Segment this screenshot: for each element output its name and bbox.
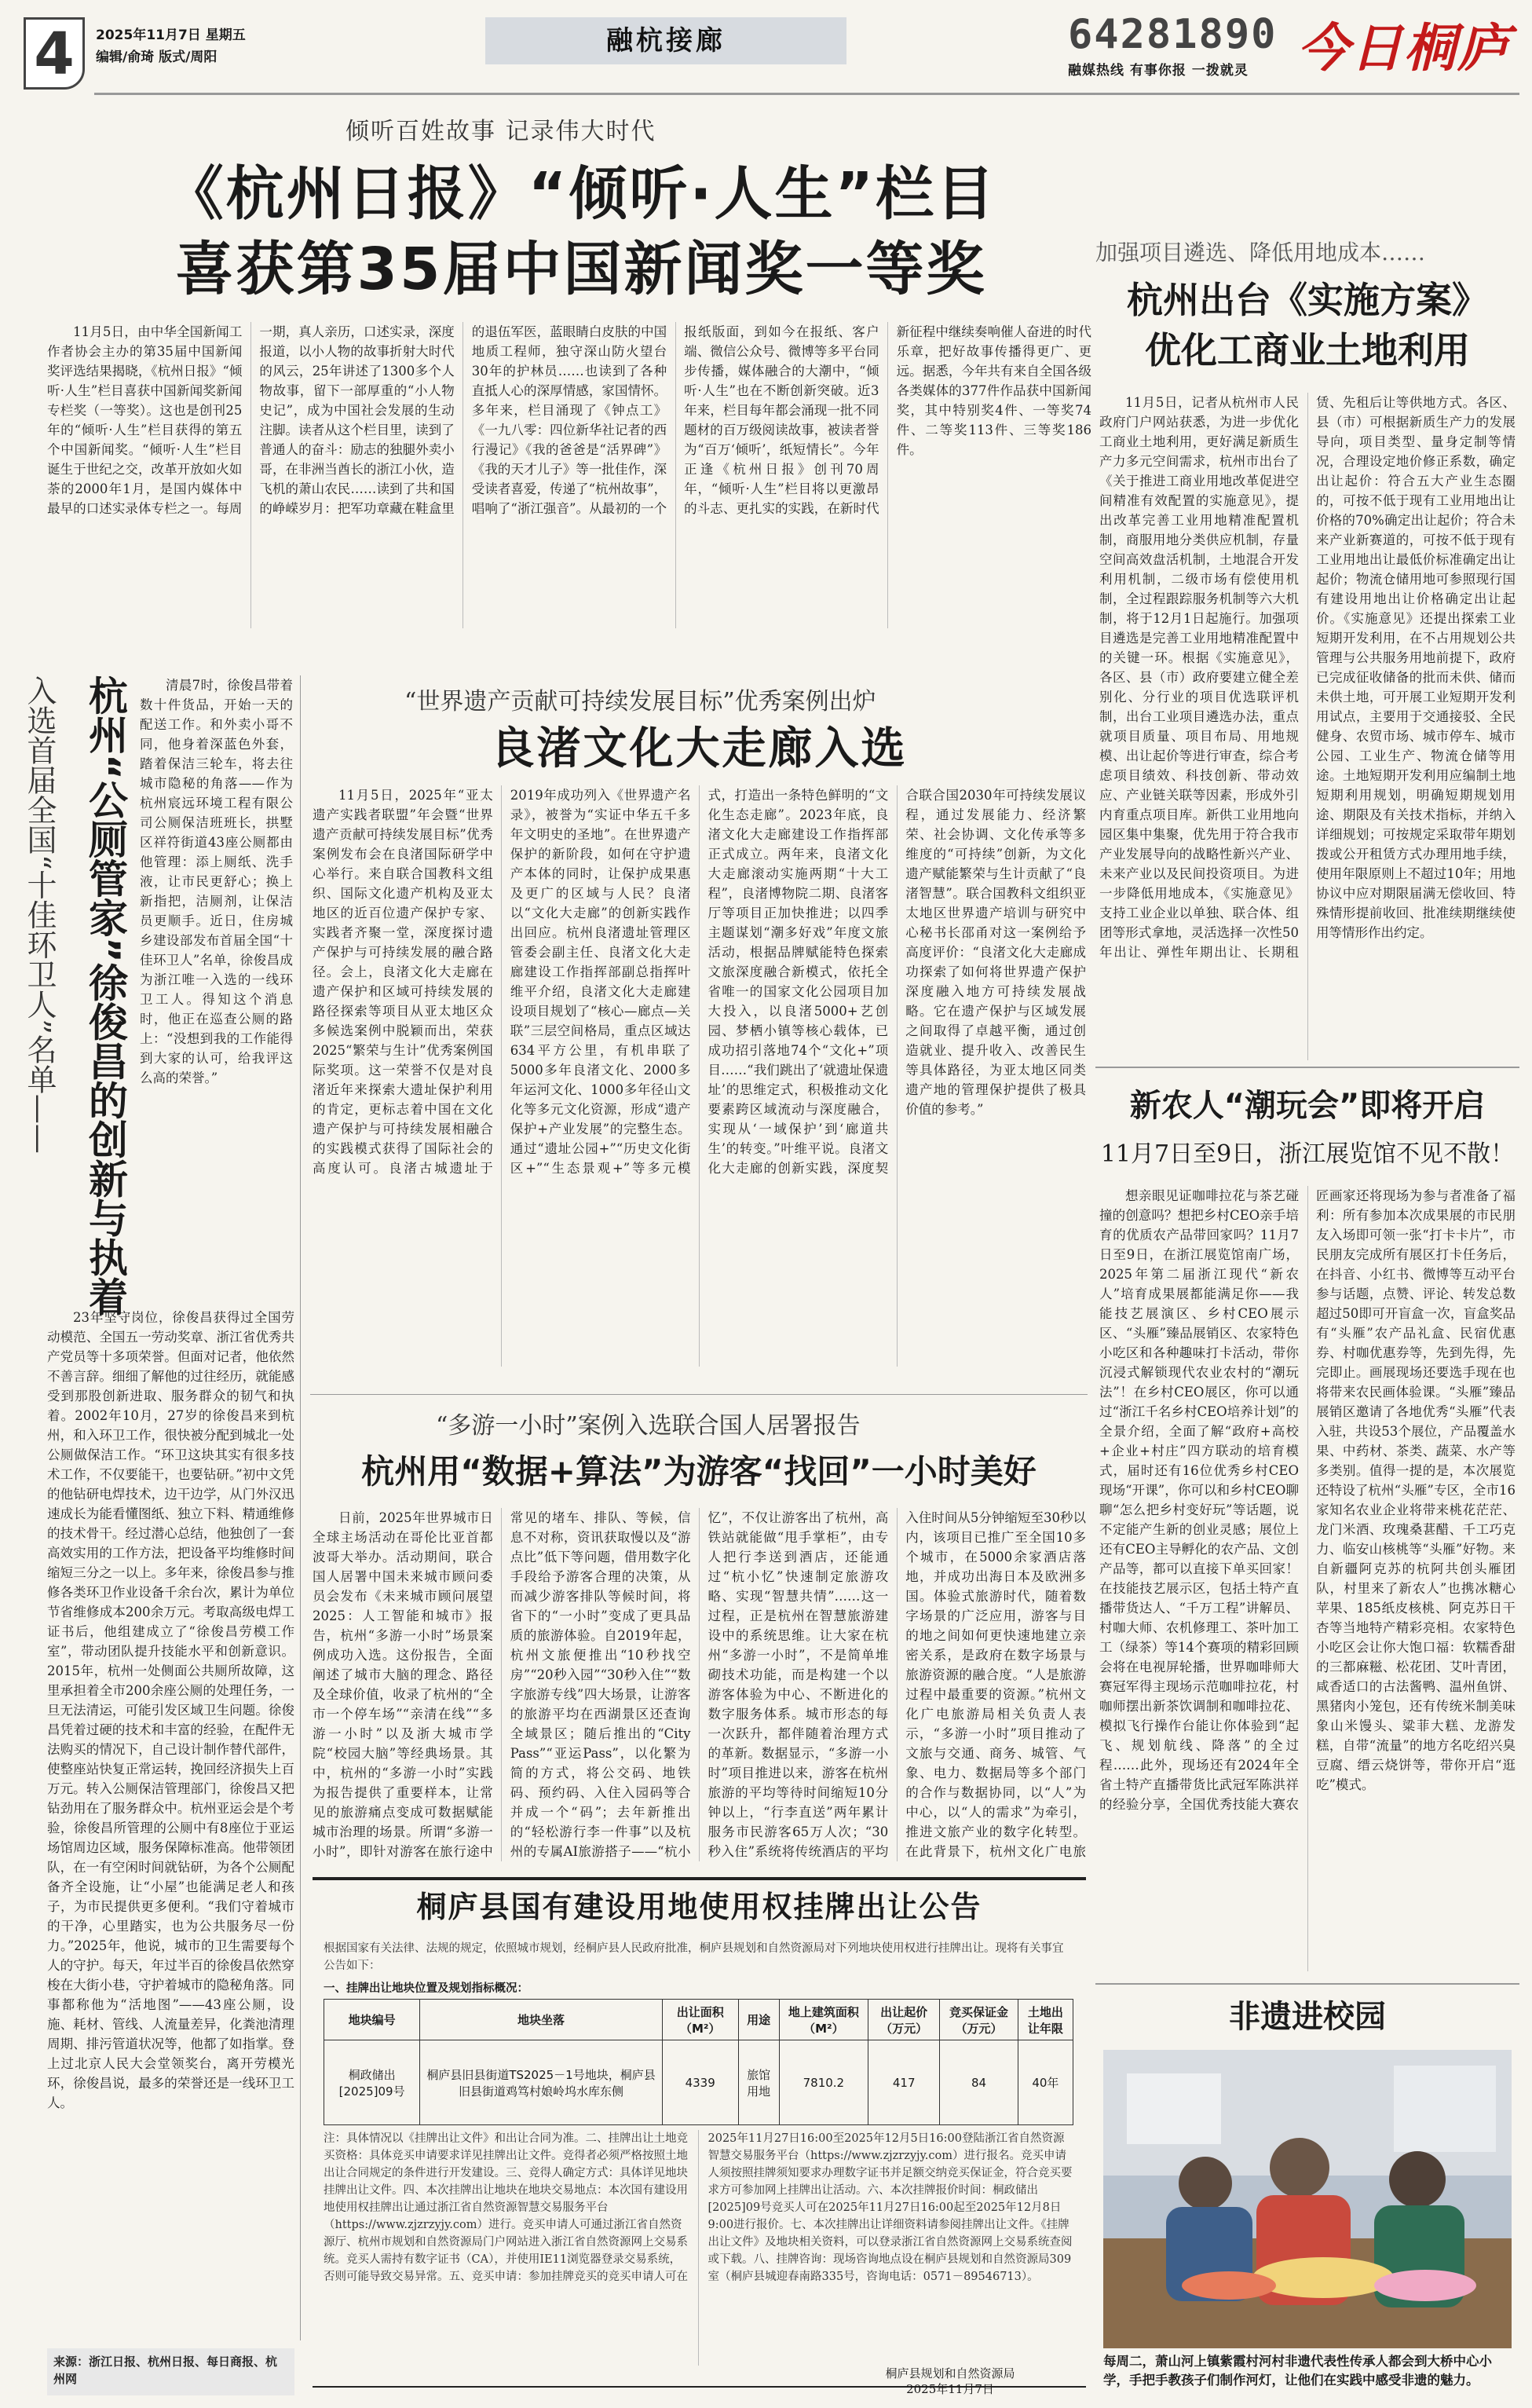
- table-cell: 旅馆用地: [738, 2040, 779, 2125]
- land-notice-signature: [825, 2366, 1076, 2397]
- table-header-cell: 地上建筑面积（M²）: [779, 2000, 868, 2040]
- land-notice-title: 桐庐县国有建设用地使用权挂牌出让公告: [416, 1890, 982, 1924]
- liangzhu-article-body: 11月5日，2025年“亚太遗产实践者联盟”年会暨“世界遗产贡献可持续发展目标”优秀案例发布会在良渚国际研学中心举行。来自联合国教科文组织、国际文化遗产机构及亚太地区的近百位遗产保护专家、实践者齐聚一堂，深度探讨遗产保护与可持续发展的融合路径。会上，良渚文化大走廊在遗产保护和区域可持续发展的路径探索等项目从亚太地区众多候选案例中脱颖而出，荣获2025“繁荣与生计”优秀案例国际奖项。这一荣誉不仅是对良渚近年来探索大遗址保护利用的肯定，更标志着中国在文化遗产保护与可持续发展相融合的实践模式获得了国际社会的高度认可。良渚古城遗址于2019年成功列入《世界遗产名录》，被誉为“实证中华五千多年文明史的圣地”。在世界遗产保护的新阶段，如何在守护遗产本体的同时，让保护成果惠及更广的区域与人民？良渚以“文化大走廊”的创新实践作出回应。杭州良渚遗址管理区管委会副主任、良渚文化大走廊建设工作指挥部副总指挥叶维平介绍，良渚文化大走廊建设项目规划了“核心—廊点—关联”三层空间格局，重点区域达634平方公里，有机串联了5000多年良渚文化、2000多年运河文化、1000多年径山文化等多元文化资源，形成“遗产保护+产业发展”的完整生态。通过“遗址公园+”“历史文化街区+”“生态景观+”等多元模式，打造出一条特色鲜明的“文化生态走廊”。2023年底，良渚文化大走廊建设工作指挥部正式成立。两年来，良渚文化大走廊滚动实施两期“十大工程”，良渚博物院二期、良渚客厅等项目正加快推进；以四季主题谋划“潮多好戏”年度文旅活动，根据品牌赋能特色探索文旅深度融合新模式，依托全省唯一的国家文化公园项目加大投入，以良渚5000+艺创园、梦栖小镇等核心载体，已成功招引落地74个“文化+”项目……“我们跳出了‘就遗址保遗址’的思维定式，积极推动文化要素跨区域流动与深度融合，实现从‘一域保护’到‘廊道共生’的转变。”叶维平说。良渚文化大走廊的创新实践，深度契合联合国2030年可持续发展议程，通过发展能力、经济繁荣、社会协调、文化传承等多维度的“可持续”创新，为文化遗产赋能繁荣与生计贡献了“良渚智慧”。联合国教科文组织亚太地区世界遗产培训与研究中心秘书长邵甬对这一案例给予高度评价：“良渚文化大走廊成功探索了如何将世界遗产保护深度融入地方可持续发展战略。它在遗产保护与区域发展之间取得了卓越平衡，通过创造就业、提升收入、改善民生等具体路径，为亚太地区同类遗产地的管理保护提供了极具价值的参考。”: [313, 788, 1086, 1176]
- feiyi-headline: 非遗进校园: [1229, 1999, 1386, 2035]
- liangzhu-headline: 良渚文化大走廊入选: [490, 723, 908, 774]
- hotline-text: 融媒热线 有事你报 一拨就灵: [1068, 63, 1249, 79]
- page-number: 4: [24, 17, 85, 90]
- section-divider: [310, 1394, 1088, 1395]
- table-cell: 桐政储出[2025]09号: [324, 2040, 420, 2125]
- lead-headline-line1: 《杭州日报》“倾听·人生”栏目: [165, 160, 997, 228]
- section-divider: [1095, 1067, 1519, 1068]
- newfarmer-headline: 新农人“潮玩会”即将开启: [1129, 1088, 1486, 1124]
- newfarmer-subheadline: 11月7日至9日，浙江展览馆不见不散！: [1100, 1140, 1515, 1168]
- table-cell: 桐庐县旧县街道TS2025－1号地块，桐庐县旧县街道鸡笃村娘岭坞水库东侧: [420, 2040, 663, 2125]
- vertical-story-body-bottom: 23年坚守岗位，徐俊昌获得过全国劳动模范、全国五一劳动奖章、浙江省优秀共产党员等十多项荣誉。但面对记者，他依然不善言辞。细细了解他的过往经历，就能感受到那股创新进取、服务群众的韧气和执着。2002年10月，27岁的徐俊昌来到杭州，和入环卫工作，很快被分配到城北一处公厕做保洁工作。“环卫这块其实有很多技术工作，不仅要能干，也要钻研。”初中文凭的他钻研电焊技术，边干边学，从门外汉迅速成长为能看懂图纸、独立下料、精通维修的技术骨干。经过潜心总结，他独创了一套高效实用的工作方法，把设备平均维修时间缩短三分之一以上。多年来，徐俊昌参与推修各类环卫作业设备千余台次，累计为单位节省维修成本200余万元。考取高级电焊工证书后，他组建成立了“徐俊昌劳模工作室”，带动团队提升技能水平和创新意识。2015年，杭州一处侧面公共厕所故障，这里承担着全市200余座公厕的处理任务，一旦无法清运，可能引发区域卫生问题。徐俊昌凭着过硬的技术和丰富的经验，在配件无法购买的情况下，自己设计制作替代部件，使整座站快复正常运转，挽回经济损失上百万元。转入公厕保洁管理部门，徐俊昌又把钻劲用在了服务群众中。杭州亚运会是个考验，徐俊昌所管理的公厕中有8座位于亚运场馆周边区域，服务保障标准高。他带领团队，在一有空闲时间就钻研，为各个公厕配备齐全设施，让“小屋”也能满足老人和孩子，为市民提供更多便利。“我们守着城市的干净，心里踏实，也为公共服务尽一份力。”2025年，他说，城市的卫生需要每个人的守护。每天，年过半百的徐俊昌依然穿梭在大街小巷，守护着城市的隐秘角落。同事都称他为“活地图”——43座公厕，设施、耗材、管线、人流量差异，化粪池清理周期、排污管道状况等，他都了如指掌。登上过北京人民大会堂领奖台，离开劳模光环，徐俊昌说，最多的荣誉还是一线环卫工人。: [47, 1310, 294, 2110]
- land-notice-intro: 根据国家有关法律、法规的规定，依照城市规划，经桐庐县人民政府批准，桐庐县规划和自然资源局对下列地块使用权进行挂牌出让。现将有关事宜公告如下：: [324, 1942, 1064, 1972]
- table-header-cell: 用途: [738, 2000, 779, 2040]
- table-cell: 84: [940, 2040, 1018, 2125]
- land-headline-line2: 优化工商业土地利用: [1145, 329, 1470, 371]
- table-cell: 40年: [1018, 2040, 1073, 2125]
- table-header-cell: 地块编号: [324, 2000, 420, 2040]
- feiyi-photo: [1103, 2050, 1512, 2348]
- section-banner: 融杭接廊: [485, 17, 846, 64]
- land-notice-body: 注：具体情况以《挂牌出让文件》和出让合同为准。二、挂牌出让土地竞买资格：具体竞买申请要求详见挂牌出让文件。竞得者必须严格按照土地出让合同规定的条件进行开发建设。三、竞得人确定方式：具体详见地块挂牌出让文件。四、本次挂牌出让地块在地块交易地点：本次国有建设用地使用权挂牌出让通过浙江省自然资源智慧交易服务平台（https://www.zjzrzyjy.com）进行。竞买申请人可通过浙江省自然资源厅、杭州市规划和自然资源局门户网站进入浙江省自然资源网上交易系统。竞买人需持有数字证书（CA），并使用IE11浏览器登录交易系统，否则可能导致交易异常。五、竞买申请：参加挂牌竞买的竞买申请人可在2025年11月27日16:00至2025年12月5日16:00登陆浙江省自然资源智慧交易服务平台（https://www.zjzrzyjy.com）进行报名。竞买申请人须按照挂牌须知要求办理数字证书并足额交纳竞买保证金，符合竞买要求方可参加网上挂牌出让活动。六、本次挂牌报价时间：桐政储出[2025]09号竞买人可在2025年11月27日16:00起至2025年12月8日9:00进行报价。七、本次挂牌出让详细资料请参阅挂牌出让文件。《挂牌出让文件》及地块相关资料，可以登录浙江省自然资源网上交易系统查阅或下载。八、挂牌咨询：现场咨询地点设在桐庐县规划和自然资源局309室（桐庐县城迎春南路335号，咨询电话：0571－89546713）。: [324, 2132, 1073, 2283]
- lead-kicker: 倾听百姓故事 记录伟大时代: [346, 118, 656, 145]
- editor-credit: 编辑/俞琦 版式/周阳: [96, 49, 218, 65]
- land-notice-section-heading: 一、挂牌出让地块位置及规划指标概况：: [324, 1982, 528, 1995]
- newfarmer-article-body: 想亲眼见证咖啡拉花与茶艺碰撞的创意吗？想把乡村CEO亲手培育的优质农产品带回家吗？11月7日至9日，在浙江展览馆南广场，2025年第二届浙江现代“新农人”培育成果展都能满足你——我能技艺展演区、乡村CEO展示区、“头雁”臻品展销区、农家特色小吃区和各种趣味打卡活动，带你沉浸式解锁现代农业农村的“潮玩法”！在乡村CEO展区，你可以通过“浙江千名乡村CEO培养计划”的全景介绍，全面了解“政府+高校+企业+村庄”四方联动的培育模式，届时还有16位优秀乡村CEO现场“开课”，你可以和乡村CEO聊聊“怎么把乡村变好玩”等话题，说不定能产生新的创业灵感；展位上还有CEO主导孵化的农产品、文创产品等，都可以直接下单买回家！在技能技艺展示区，包括土特产直播带货达人、“千万工程”讲解员、村咖大师、农机修理工、茶叶加工工（绿茶）等14个赛项的精彩回顾会将在电视屏轮播，世界咖啡师大赛冠军得主现场示范咖啡拉花，村咖师摆出新茶饮调制和咖啡拉花、模拟飞行操作台能让你体验到“起飞、规划航线、降落”的全过程……此外，现场还有2024年全省土特产直播带货比武冠军陈洪祥的经验分享，全国优秀技能大赛农匠画家还将现场为参与者准备了福利：所有参加本次成果展的市民朋友入场即可领一张“打卡卡片”，市民朋友完成所有展区打卡任务后，在抖音、小红书、微博等互动平台参与话题，点赞、评论、转发总数超过50即可开盲盒一次，盲盒奖品有“头雁”农产品礼盒、民宿优惠券、村咖优惠券等，先到先得，先完即止。画展现场还要选手现在也将带来农民画体验课。“头雁”臻品展销区邀请了各地优秀“头雁”代表入驻，共设53个展位，产品覆盖水果、中药材、茶类、蔬菜、水产等多类别。值得一提的是，本次展览还特设了杭州“头雁”专区，全市16家知名农业企业将带来桃花茫茫、龙门米酒、玫瑰桑葚醋、千工巧克力、临安山核桃等“头雁”好物。来自新疆阿克苏的杭阿共创头雁团队，村里来了新农人”也携冰糖心苹果、185纸皮核桃、阿克苏日干杏等当地特产精彩亮相。农家特色小吃区会让你大饱口福：软糯香甜的三都麻糍、松花团、艾叶青团，咸香适口的古法酱鸭、温州鱼饼、黑猪肉小笼包，还有传统米制美味象山米馒头、粱菲大糕、龙游发糕，自带“流量”的地方名吃绍兴臭豆腐、缙云烧饼等，带你开启“逛吃”模式。: [1099, 1188, 1516, 1812]
- land-headline-line1: 杭州出台《实施方案》: [1127, 279, 1488, 321]
- tourism-article-body: 日前，2025年世界城市日全球主场活动在哥伦比亚首都波哥大举办。活动期间，联合国人居署中国未来城市顾问委员会发布《未来城市顾问展望2025：人工智能和城市》报告，杭州“多游一小时”场景案例成功入选。这份报告，全面阐述了城市大脑的理念、路径及全球价值，收录了杭州的“全市一个停车场”“亲清在线”“多游一小时”以及浙大城市学院“校园大脑”等经典场景。其中，杭州的“多游一小时”实践为报告提供了重要样本，让常见的旅游痛点变成可数据赋能城市治理的场景。所谓“多游一小时”，即针对游客在旅行途中常见的堵车、排队、等候，信息不对称，资讯获取慢以及“游点比”低下等问题，借用数字化手段给予游客合理的决策，从而减少游客排队等候时间，将省下的“一小时”变成了更具品质的旅游体验。自2019年起，杭州文旅便推出“10秒找空房”“20秒入园”“30秒入住”“数字旅游专线”四大场景，让游客的旅游平均在西湖景区还查询全域景区；随后推出的“City Pass”“亚运Pass”，以化繁为简的方式，将公交码、地铁码、预约码、入住入园码等合并成一个“码”；去年新推出的“轻松游行李一件事”以及杭州的专属AI旅游搭子——“杭小忆”，不仅让游客出了杭州，高铁站就能做“甩手掌柜”，由专人把行李送到酒店，还能通过“杭小忆”快速制定旅游攻略、实现“智慧共情”……这一过程，正是杭州在智慧旅游建设中的系统思维。让大家在杭州“多游一小时”，不是简单堆砌技术功能，而是构建一个以游客体验为中心、不断进化的数字服务体系。城市形态的每一次跃升，都伴随着治理方式的革新。数据显示，“多游一小时”项目推进以来，游客在杭州旅游的平均等待时间缩短10分钟以上，“行李直送”两年累计服务市民游客65万人次；“30秒入住”系统将传统酒店的平均入住时间从5分钟缩短至30秒以内，该项目已推广至全国10多个城市，在5000余家酒店落地，并成功出海日本及欧洲多国。体验式旅游时代，随着数字场景的广泛应用，游客与目的地之间如何更快速地建立亲密关系，是政府在数字场景与旅游资源的融合度。“人是旅游过程中最重要的资源。”杭州文化广电旅游局相关负责人表示，“多游一小时”项目推动了文旅与交通、商务、城管、气象、电力、数据局等多个部门的合作与数据协同，以“人”为中心，以“人的需求”为牵引，推进文旅产业的数字化转型。在此背景下，杭州文化广电旅: [313, 1510, 1086, 1859]
- feiyi-photo-caption: 每周二，萧山河上镇紫霞村河村非遗代表性传承人都会到大桥中心小学，手把手教孩子们制作河灯，让他们在实践中感受非遗的魅力。: [1103, 2354, 1492, 2388]
- table-cell: 4339: [662, 2040, 738, 2125]
- table-header-cell: 土地出让年限: [1018, 2000, 1073, 2040]
- land-kicker: 加强项目遴选、降低用地成本……: [1095, 240, 1426, 265]
- lead-headline-line2: 喜获第35届中国新闻奖一等奖: [175, 236, 987, 303]
- table-header-cell: 地块坐落: [420, 2000, 663, 2040]
- section-divider: [1095, 1983, 1519, 1985]
- lead-article-body: 11月5日，由中华全国新闻工作者协会主办的第35届中国新闻奖评选结果揭晓，《杭州日报》“倾听·人生”栏目喜获中国新闻奖新闻专栏奖（一等奖）。这也是创刊25年的“倾听·人生”栏目获得的第五个中国新闻奖。“倾听·人生”栏目诞生于世纪之交，改革开放如火如荼的2000年1月，是国内媒体中最早的口述实录体专栏之一。每周一期，真人亲历，口述实录，深度报道，以小人物的故事折射大时代的风云，25年讲述了1300多个人物故事，留下一部厚重的“小人物史记”，成为中国社会发展的生动注脚。读者从这个栏目里，读到了普通人的奋斗：励志的独腿外卖小哥，在非洲当酋长的浙江小伙，造飞机的萧山农民……读到了共和国的峥嵘岁月：把军功章藏在鞋盒里的退伍军医，蓝眼睛白皮肤的中国地质工程师，独守深山防火望台30年的护林员……也读到了各种直抵人心的深厚情感，家国情怀。多年来，栏目涌现了《钟点工》《一九八零：四位新华社记者的西行漫记》《我的爸爸是“活界碑”》《我的天才儿子》等一批佳作，深受读者喜爱，传递了“杭州故事”，唱响了“浙江强音”。从最初的一个报纸版面，到如今在报纸、客户端、微信公众号、微博等多平台同步传播，媒体融合的大潮中，“倾听·人生”也在不断创新突破。近3年来，栏目每年都会涌现一批不同题材的百万级阅读故事，被读者誉为“百万‘倾听’，纸短情长”。今年正逢《杭州日报》创刊70周年，“倾听·人生”栏目将以更激昂的斗志、更扎实的实践，在新时代新征程中继续奏响催人奋进的时代乐章，把好故事传播得更广、更远。据悉，今年共有来自全国各级各类媒体的377件作品获中国新闻奖，其中特别奖4件、一等奖74件、二等奖113件、三等奖186件。: [47, 324, 1091, 516]
- newspaper-logo: 今日桐庐: [1297, 17, 1511, 79]
- vertical-story-body-top: 清晨7时，徐俊昌带着数十件货品，开始一天的配送工作。和外卖小哥不同，他身着深蓝色外套，踏着保洁三轮车，将去往城市隐秘的角落——作为杭州宸远环境工程有限公司公厕保洁班班长，拱墅区祥符街道43座公厕都由他管理：添上厕纸、洗手液，让市民更舒心；换上新指把，洁厕剂，让保洁员更顺手。近日，住房城乡建设部发布首届全国“十佳环卫人”名单，徐俊昌成为浙江唯一入选的一线环卫工人。得知这个消息时，他正在巡查公厕的路上：“没想到我的工作能得到大家的认可，给我评这么高的荣誉。”: [140, 678, 293, 1085]
- land-parcel-table: [324, 1999, 1073, 2125]
- hotline-number: 64281890: [1068, 11, 1278, 58]
- table-header-row: [324, 2000, 1073, 2040]
- table-cell: 7810.2: [779, 2040, 868, 2125]
- table-cell: 417: [868, 2040, 940, 2125]
- table-header-cell: 出让面积（M²）: [662, 2000, 738, 2040]
- tourism-kicker: “多游一小时”案例入选联合国人居署报告: [436, 1412, 861, 1440]
- source-credit: 来源：浙江日报、杭州日报、每日商报、杭州网: [47, 2348, 294, 2395]
- masthead-divider: [94, 93, 1519, 95]
- vertical-story-subtitle: 入选首届全国“十佳环卫人”名单——: [22, 675, 57, 1154]
- table-header-cell: 竞买保证金（万元）: [940, 2000, 1018, 2040]
- issue-date: 2025年11月7日 星期五: [96, 27, 246, 43]
- column-divider: [300, 675, 301, 2340]
- signature-org: 桐庐县规划和自然资源局: [885, 2366, 1015, 2381]
- vertical-story-headline: 杭州“公厕管家”徐俊昌的创新与执着: [82, 675, 128, 1316]
- table-header-cell: 出让起价（万元）: [868, 2000, 940, 2040]
- signature-date: 2025年11月7日: [906, 2382, 994, 2396]
- liangzhu-kicker: “世界遗产贡献可持续发展目标”优秀案例出炉: [404, 688, 876, 715]
- land-article-body: 11月5日，记者从杭州市人民政府门户网站获悉，为进一步优化工商业土地利用，更好满足新质生产力多元空间需求，杭州市出台了《关于推进工商业用地改革促进空间精准有效配置的实施意见》，提出改革完善工业用地精准配置机制，商服用地分类供应机制，存量空间高效盘活机制，土地混合开发利用机制，二级市场有偿使用机制，全过程跟踪服务机制等六大机制，将于12月1日起施行。加强项目遴选是完善工业用地精准配置中的关键一环。根据《实施意见》，各区、县（市）政府要建立健全差别化、分行业的项目优选联评机制，出台工业项目遴选办法，重点就项目质量、项目布局、用地规模、出让起价等进行审查，综合考虑项目绩效、科技创新、带动效应、产业链关联等因素，形成外引内育重点项目库。新供工业用地向园区集中集聚，优先用于符合我市产业发展导向的战略性新兴产业、未来产业以及民间投资项目。为进一步降低用地成本，《实施意见》支持工业企业以单独、联合体、组团等形式拿地，灵活选择一次性50年出让、弹性年期出让、长期租赁、先租后让等供地方式。各区、县（市）可根据新质生产力的发展导向，项目类型、量身定制等情况，合理设定地价修正系数，确定出让起价：符合五大产业生态圈的，可按不低于现有工业用地出让价格的70%确定出让起价；符合未来产业新赛道的，可按不低于现有工业用地出让最低价标准确定出让起价；物流仓储用地可参照现行国有建设用地出让价格确定出让起价。《实施意见》还提出探索工业短期开发利用，在不占用规划公共管理与公共服务用地前提下，政府已完成征收储备的批而未供、储而未供土地，可开展工业短期开发利用试点，主要用于交通接驳、全民健身、农贸市场、城市停车、城市公园、工业生产、物流仓储等用途。土地短期开发利用应编制土地短期利用规划，明确短期规划用途、期限及有关技术指标，并纳入详细规划；可按规定采取带年期划拨或公开租赁方式办理用地手续，使用年限原则上不超过10年；用地协议中应对期限届满无偿收回、特殊情形提前收回、批准续期继续使用等情形作出约定。: [1099, 395, 1516, 960]
- table-row: [324, 2040, 1073, 2125]
- tourism-headline: 杭州用“数据+算法”为游客“找回”一小时美好: [361, 1452, 1037, 1491]
